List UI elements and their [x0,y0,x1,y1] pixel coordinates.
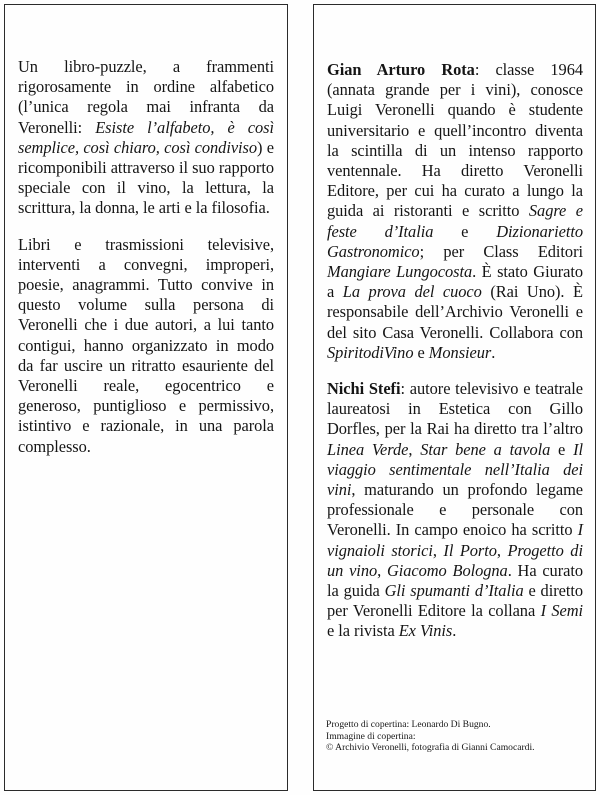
run-roman: , [432,540,444,560]
bio-name-rota: Gian Arturo Rota [327,60,475,79]
trim-rule-bottom-left [4,790,288,791]
title-italic: Dizionarietto Gastronomico [327,221,583,261]
run-roman: e [550,439,574,459]
title-italic: Ex Vinis [398,621,453,641]
title-italic: Progetto di un vino [327,540,583,580]
credit-cover-image-source: © Archivio Veronelli, fotografia di Gianni Camocardi. [326,742,535,754]
trim-rule-bottom-right [313,790,596,791]
title-italic: Gli spumanti d’Italia [384,581,524,601]
blurb-paragraph-2: Libri e trasmissioni televisive, interventi a convegni, improperi, poesie, anagrammi. Tutto convive in questo volume sulla persona di Veronelli che i due autori, a lui tanto contigui, hanno organizzato in modo da far uscire un ritratto esauriente del Veronelli reale, egocentrico e generoso, puntiglioso e permissivo, istintivo e razionale, in una parola complesso. [18,234,274,456]
cover-credits [326,719,588,754]
run-roman: (Rai Uno). È responsabile dell’Archivio Veronelli e del sito Casa Veronelli. Collabora con [327,282,583,342]
run-roman: . [491,342,496,362]
title-italic: Il viaggio sentimentale nell’Italia dei vini [327,439,583,500]
title-italic: Monsieur [428,342,492,362]
title-italic: Giacomo Bologna [386,560,508,580]
credit-cover-image-label: Immagine di copertina: [326,730,416,742]
title-italic: SpiritodiVino [327,342,414,362]
bio-text-stefi [327,379,583,640]
blurb-panel [5,5,287,790]
bio-nichi-stefi [327,379,583,642]
run-roman: : classe 1964 (annata grande per i vini), conosce Luigi Veronelli quando è studente universitario e quell’incontro diventa la scintilla di un intenso rapporto ventennale. Ha diretto Veronelli Editore, per cui ha curato a lungo la guida ai ristoranti e scritto [327,60,583,221]
title-italic: Linea Verde [327,439,409,459]
bio-gian-arturo-rota [327,60,583,363]
run-roman: ; per Class Editori [419,241,583,261]
title-italic: Il Porto [443,540,497,560]
credit-cover-design: Progetto di copertina: Leonardo Di Bugno. [326,719,491,730]
run-roman: e [413,342,429,362]
run-roman: e diretto per Veronelli Editore la collana [327,581,583,621]
trim-rule-fold-a [287,4,288,791]
bio-name-stefi: Nichi Stefi [327,379,401,399]
bios-panel [314,5,595,790]
title-italic: Sagre e feste d’Italia [327,201,584,241]
blurb-paragraph-1 [18,57,274,219]
run-roman: e la rivista [327,621,399,641]
title-italic: La prova del cuoco [342,282,482,302]
run-roman: , [496,540,508,560]
run-roman: . È stato Giurato a [327,262,584,302]
blurb-p1-part-1: Un libro-puzzle, a frammenti rigorosamente in ordine alfabetico (l’unica regola mai infranta da Veronelli: [18,57,274,137]
trim-rule-right [595,4,596,791]
run-roman: , [408,439,421,459]
title-italic: I Semi [540,601,583,621]
run-roman: e [433,221,497,241]
run-roman: , [377,560,387,580]
title-italic: Star bene a tavola [420,439,551,459]
run-roman: , maturando un profondo legame professionale e personale con Veronelli. In campo enoico ha scritto [327,480,583,540]
title-italic: I vignaioli storici [327,520,583,560]
run-roman: : autore televisivo e teatrale laureatosi in Estetica con Gillo Dorfles, per la Rai ha diretto tra l’altro [327,379,584,439]
run-roman: . [452,621,457,641]
blurb-p1-part-2: ) e ricomponibili attraverso il suo rapporto speciale con il vino, la lettura, la scrittura, la donna, le arti e la filosofia. [18,137,274,218]
title-italic: Mangiare Lungocosta [327,262,473,282]
run-roman: . Ha curato la guida [327,560,583,601]
blurb-p1-quote: Esiste l’alfabeto, è così semplice, così chiaro, così condiviso [18,117,275,157]
bio-text-rota [327,60,583,362]
